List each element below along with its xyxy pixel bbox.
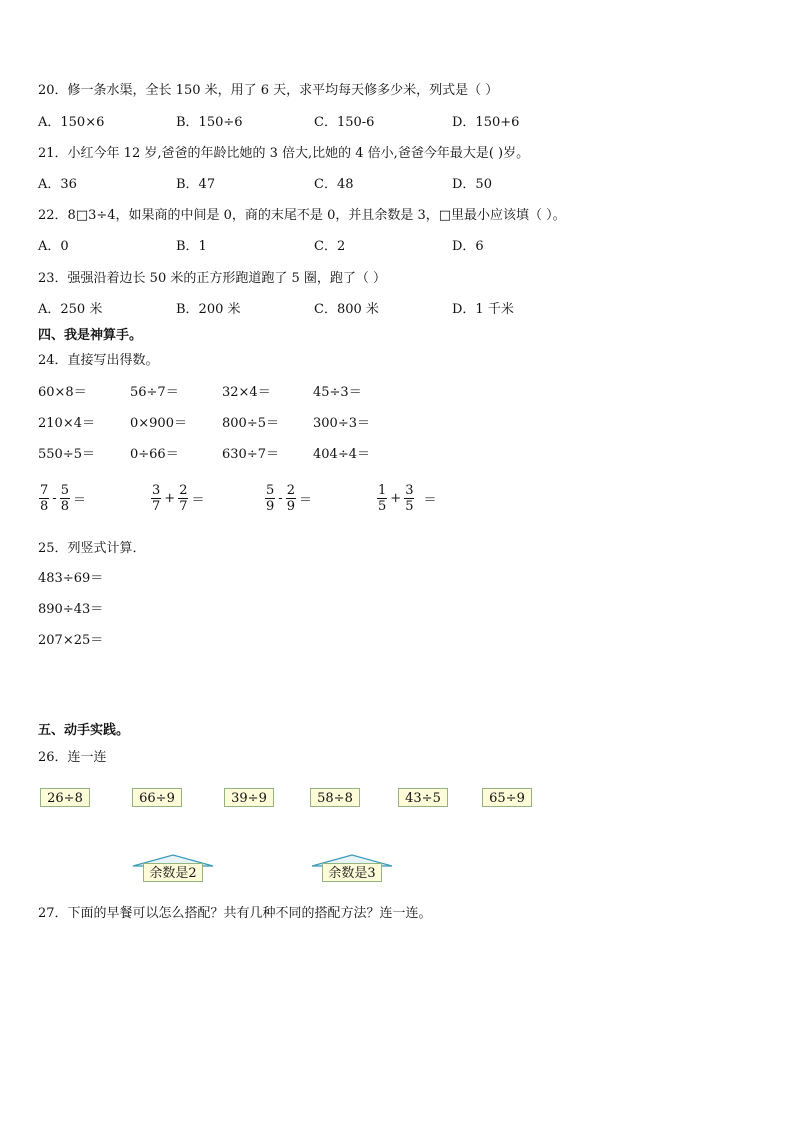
equals: ＝ — [191, 493, 205, 508]
fraction: $\frac{1}{5}$ — [378, 483, 387, 514]
q20-option-c: C．150-6 — [314, 115, 375, 130]
section-4-title: 四、我是神算手。 — [38, 328, 143, 343]
q24-item: 630÷7＝ — [222, 447, 279, 462]
division-card[interactable]: 66÷9 — [132, 788, 182, 807]
q22-option-a: A．0 — [38, 239, 69, 254]
q22-option-b: B．1 — [176, 239, 207, 254]
operator: + — [164, 491, 176, 506]
q24-item: 0×900＝ — [130, 416, 187, 431]
fraction-expression — [376, 483, 438, 514]
q24-stem: 24．直接写出得数。 — [38, 353, 159, 368]
q20-option-d: D．150+6 — [452, 115, 520, 130]
fraction: $\frac{2}{7}$ — [179, 483, 188, 514]
q24-item: 45÷3＝ — [313, 385, 362, 400]
q22-option-c: C．2 — [314, 239, 346, 254]
q23-option-a: A．250 米 — [38, 302, 103, 317]
q24-item: 32×4＝ — [222, 385, 271, 400]
remainder-target[interactable] — [310, 854, 394, 884]
q27-stem: 27．下面的早餐可以怎么搭配？共有几种不同的搭配方法？连一连。 — [38, 906, 432, 921]
q24-item: 210×4＝ — [38, 416, 95, 431]
division-card[interactable]: 26÷8 — [40, 788, 90, 807]
operator: + — [390, 491, 402, 506]
fraction-expression — [150, 483, 206, 514]
fraction: $\frac{2}{9}$ — [286, 483, 295, 514]
q22-stem: 22．8□3÷4，如果商的中间是 0，商的末尾不是 0，并且余数是 3，□里最小应该填（ ）。 — [38, 208, 566, 223]
remainder-target[interactable] — [131, 854, 215, 884]
remainder-label: 余数是2 — [143, 863, 203, 882]
q24-item: 404÷4＝ — [313, 447, 370, 462]
q23-option-c: C．800 米 — [314, 302, 379, 317]
division-card[interactable]: 43÷5 — [398, 788, 448, 807]
q21-option-b: B．47 — [176, 177, 216, 192]
q25-stem: 25．列竖式计算． — [38, 541, 146, 556]
fraction: $\frac{3}{7}$ — [152, 483, 161, 514]
division-card[interactable]: 65÷9 — [482, 788, 532, 807]
operator: - — [52, 491, 57, 506]
q24-item: 60×8＝ — [38, 385, 87, 400]
equals: ＝ — [298, 493, 312, 508]
q23-stem: 23．强强沿着边长 50 米的正方形跑道跑了 5 圈，跑了（ ） — [38, 271, 387, 286]
q22-option-d: D．6 — [452, 239, 484, 254]
fraction: $\frac{3}{5}$ — [405, 483, 414, 514]
q20-stem: 20．修一条水渠，全长 150 米，用了 6 天，求平均每天修多少米，列式是（ ） — [38, 83, 499, 98]
fraction: $\frac{7}{8}$ — [40, 483, 49, 514]
q24-item: 550÷5＝ — [38, 447, 95, 462]
q25-item: 890÷43＝ — [38, 602, 104, 617]
fraction: $\frac{5}{9}$ — [266, 483, 275, 514]
q24-item: 0÷66＝ — [130, 447, 179, 462]
q25-item: 207×25＝ — [38, 633, 104, 648]
q20-option-b: B．150÷6 — [176, 115, 243, 130]
q23-option-b: B．200 米 — [176, 302, 241, 317]
q26-stem: 26．连一连 — [38, 750, 107, 765]
q21-option-d: D．50 — [452, 177, 492, 192]
fraction-expression — [264, 483, 314, 514]
q21-option-a: A．36 — [38, 177, 77, 192]
fraction-expression — [38, 483, 88, 514]
division-card[interactable]: 39÷9 — [224, 788, 274, 807]
q20-option-a: A．150×6 — [38, 115, 105, 130]
q24-item: 800÷5＝ — [222, 416, 279, 431]
fraction: $\frac{5}{8}$ — [60, 483, 69, 514]
equals: ＝ — [423, 493, 437, 508]
equals: ＝ — [72, 493, 86, 508]
operator: - — [278, 491, 283, 506]
q21-stem: 21．小红今年 12 岁,爸爸的年龄比她的 3 倍大,比她的 4 倍小,爸爸今年最大是( )岁。 — [38, 146, 530, 161]
q24-item: 56÷7＝ — [130, 385, 179, 400]
q23-option-d: D．1 千米 — [452, 302, 514, 317]
remainder-label: 余数是3 — [322, 863, 382, 882]
q24-item: 300÷3＝ — [313, 416, 370, 431]
section-5-title: 五、动手实践。 — [38, 723, 130, 738]
q21-option-c: C．48 — [314, 177, 354, 192]
q25-item: 483÷69＝ — [38, 571, 104, 586]
division-card[interactable]: 58÷8 — [310, 788, 360, 807]
